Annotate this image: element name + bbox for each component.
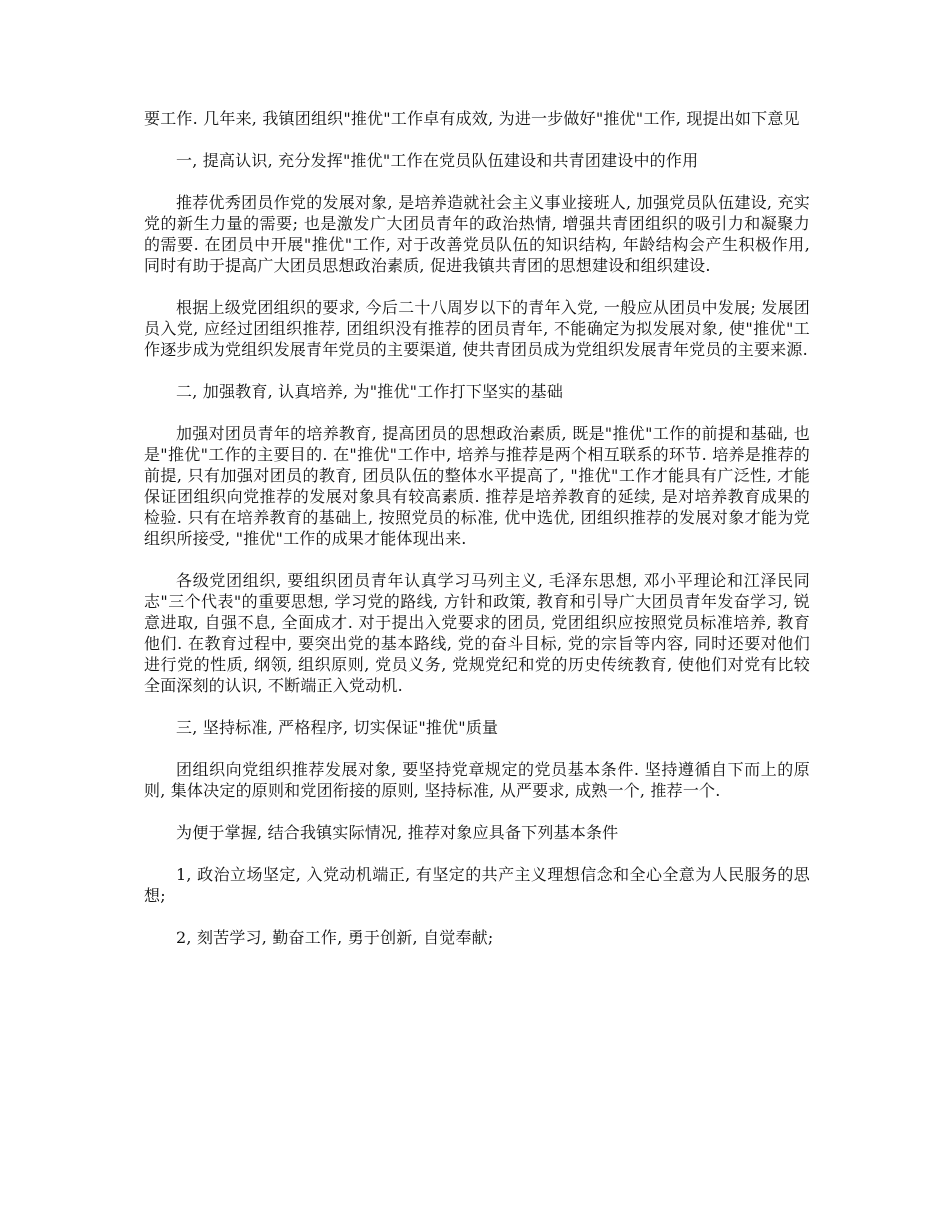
section-heading-1: 一, 提高认识, 充分发挥"推优"工作在党员队伍建设和共青团建设中的作用 (176, 151, 699, 170)
document-page (144, 108, 810, 969)
list-item: 1, 政治立场坚定, 入党动机端正, 有坚定的共产主义理想信念和全心全意为人民服务的思想; (144, 865, 810, 905)
body-paragraph: 加强对团员青年的培养教育, 提高团员的思想政治素质, 既是"推优"工作的前提和基础, 也是"推优"工作的主要目的. 在"推优"工作中, 培养与推荐是两个相互联系的环节. 培养是推荐的前提, 只有加强对团员的教育, 团员队伍的整体水平提高了, "推优"工作才能具有广泛性, 才能保证团组织向党推荐的发展对象具有较高素质. 推荐是培养教育的延续, 是对培养教育成果的检验. 只有在培养教育的基础上, 按照党员的标准, 优中选优, 团组织推荐的发展对象才能为党组织所接受, "推优"工作的成果才能体现出来. (144, 424, 810, 548)
intro-paragraph: 要工作. 几年来, 我镇团组织"推优"工作卓有成效, 为进一步做好"推优"工作, 现提出如下意见 (144, 109, 800, 128)
section-heading-3: 三, 坚持标准, 严格程序, 切实保证"推优"质量 (176, 718, 499, 737)
body-paragraph: 团组织向党组织推荐发展对象, 要坚持党章规定的党员基本条件. 坚持遵循自下而上的原则, 集体决定的原则和党团衔接的原则, 坚持标准, 从严要求, 成熟一个, 推荐一个. (144, 760, 810, 800)
list-item: 2, 刻苦学习, 勤奋工作, 勇于创新, 自觉奉献; (176, 928, 494, 947)
section-heading-2: 二, 加强教育, 认真培养, 为"推优"工作打下坚实的基础 (176, 382, 564, 401)
body-paragraph: 各级党团组织, 要组织团员青年认真学习马列主义, 毛泽东思想, 邓小平理论和江泽民同志"三个代表"的重要思想, 学习党的路线, 方针和政策, 教育和引导广大团员青年发奋学习, 锐意进取, 自强不息, 全面成才. 对于提出入党要求的团员, 党团组织应按照党员标准培养, 教育他们. 在教育过程中, 要突出党的基本路线, 党的奋斗目标, 党的宗旨等内容, 同时还要对他们进行党的性质, 纲领, 组织原则, 党员义务, 党规党纪和党的历史传统教育, 使他们对党有比较全面深刻的认识, 不断端正入党动机. (144, 571, 810, 695)
body-paragraph: 根据上级党团组织的要求, 今后二十八周岁以下的青年入党, 一般应从团员中发展; 发展团员入党, 应经过团组织推荐, 团组织没有推荐的团员青年, 不能确定为拟发展对象, 使"推优"工作逐步成为党组织发展青年党员的主要渠道, 使共青团员成为党组织发展青年党员的主要来源. (144, 298, 810, 359)
body-paragraph: 推荐优秀团员作党的发展对象, 是培养造就社会主义事业接班人, 加强党员队伍建设, 充实党的新生力量的需要; 也是激发广大团员青年的政治热情, 增强共青团组织的吸引力和凝聚力的需要. 在团员中开展"推优"工作, 对于改善党员队伍的知识结构, 年龄结构会产生积极作用, 同时有助于提高广大团员思想政治素质, 促进我镇共青团的思想建设和组织建设. (144, 193, 810, 275)
body-paragraph: 为便于掌握, 结合我镇实际情况, 推荐对象应具备下列基本条件 (176, 823, 619, 842)
